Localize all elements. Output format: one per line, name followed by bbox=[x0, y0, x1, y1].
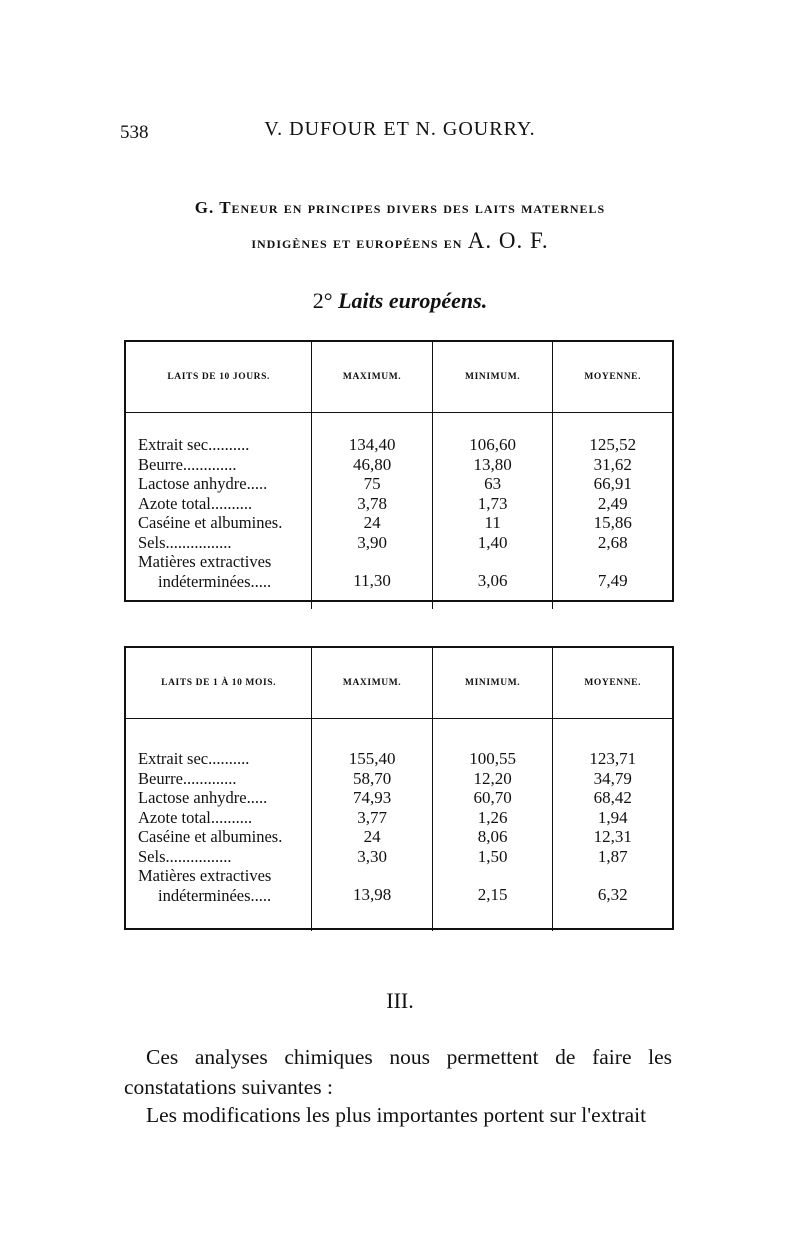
header-max: MAXIMUM. bbox=[311, 342, 432, 412]
header-max: MAXIMUM. bbox=[311, 648, 432, 718]
label-column bbox=[126, 749, 311, 931]
mean-value: 12,31 bbox=[593, 827, 632, 846]
max-value: 24 bbox=[363, 827, 381, 846]
min-value: 12,20 bbox=[473, 768, 512, 788]
max-value: 134,40 bbox=[348, 435, 396, 454]
min-value: 3,06 bbox=[477, 571, 508, 590]
mean-value: 68,42 bbox=[593, 788, 632, 807]
row-label: indéterminées..... bbox=[158, 885, 272, 905]
subtitle-number: 2° bbox=[312, 288, 333, 313]
row-label: Caséine et albumines. bbox=[138, 827, 283, 846]
max-value: 58,70 bbox=[352, 768, 392, 788]
min-column bbox=[432, 435, 553, 609]
max-value: 11,30 bbox=[353, 571, 391, 590]
mean-column bbox=[552, 749, 672, 931]
mean-value: 123,71 bbox=[589, 749, 637, 768]
min-value: 1,40 bbox=[477, 532, 508, 552]
mean-value: 6,32 bbox=[597, 885, 628, 904]
row-label: Matières extractives bbox=[138, 866, 272, 885]
max-value: 13,98 bbox=[352, 885, 392, 904]
mean-value: 15,86 bbox=[593, 513, 632, 532]
row-label: Caséine et albumines. bbox=[138, 513, 283, 532]
table-body bbox=[126, 749, 672, 931]
table-10-days bbox=[124, 340, 674, 602]
table-header-row bbox=[126, 648, 672, 719]
mean-value: 125,52 bbox=[589, 435, 637, 454]
header-label: LAITS DE 1 À 10 MOIS. bbox=[161, 678, 277, 688]
header-mean: MOYENNE. bbox=[552, 342, 672, 412]
header-min: MINIMUM. bbox=[432, 342, 553, 412]
row-label: Lactose anhydre..... bbox=[138, 788, 268, 807]
min-value: 8,06 bbox=[477, 827, 508, 846]
header-label: LAITS DE 10 JOURS. bbox=[167, 372, 270, 382]
mean-value: 2,68 bbox=[597, 532, 628, 552]
header-min: MINIMUM. bbox=[432, 648, 553, 718]
max-value: 24 bbox=[363, 513, 381, 532]
mean-value: 1,87 bbox=[597, 846, 628, 866]
section-number: III. bbox=[386, 988, 414, 1013]
row-label: Azote total.......... bbox=[138, 493, 253, 513]
row-label: Sels................ bbox=[138, 846, 232, 866]
mean-value: 7,49 bbox=[597, 571, 628, 590]
mean-value: 31,62 bbox=[593, 454, 632, 474]
max-value: 3,78 bbox=[357, 493, 387, 513]
max-value: 74,93 bbox=[352, 788, 392, 807]
min-column bbox=[432, 749, 553, 931]
table-header-row bbox=[126, 342, 672, 413]
row-label: Matières extractives bbox=[138, 552, 272, 571]
table-spacer bbox=[126, 719, 672, 749]
mean-value: 34,79 bbox=[593, 768, 632, 788]
min-value: 11 bbox=[484, 513, 501, 532]
table-body bbox=[126, 435, 672, 609]
row-label: Beurre............. bbox=[138, 768, 237, 788]
max-value: 3,90 bbox=[357, 532, 387, 552]
row-label: Beurre............. bbox=[138, 454, 237, 474]
paragraph: Ces analyses chimiques nous permettent de faire les constatations suivantes : bbox=[124, 1045, 672, 1099]
paragraph: Les modifications les plus importantes portent sur l'extrait bbox=[146, 1103, 647, 1127]
row-label: Azote total.......... bbox=[138, 807, 253, 827]
section-title-line2 bbox=[0, 228, 800, 254]
min-value: 1,50 bbox=[477, 846, 508, 866]
mean-value: 1,94 bbox=[597, 807, 628, 827]
max-value: 155,40 bbox=[348, 749, 396, 768]
max-value: 75 bbox=[363, 474, 381, 493]
max-column bbox=[311, 435, 432, 609]
min-value: 13,80 bbox=[473, 454, 512, 474]
row-label: Sels................ bbox=[138, 532, 232, 552]
row-label: Extrait sec.......... bbox=[138, 749, 250, 768]
table-spacer bbox=[126, 413, 672, 435]
min-value: 106,60 bbox=[469, 435, 517, 454]
section-title-region: A. O. F. bbox=[467, 228, 549, 253]
section-title-prefix: indigènes et européens en bbox=[251, 233, 463, 252]
max-value: 3,30 bbox=[357, 846, 387, 866]
section-title-line1: G. Teneur en principes divers des laits maternels bbox=[194, 198, 606, 217]
header-mean: MOYENNE. bbox=[552, 648, 672, 718]
running-title: V. DUFOUR ET N. GOURRY. bbox=[264, 118, 536, 140]
min-value: 1,73 bbox=[477, 493, 508, 513]
min-value: 100,55 bbox=[469, 749, 517, 768]
subtitle-text: Laits européens. bbox=[338, 288, 488, 313]
min-value: 60,70 bbox=[473, 788, 512, 807]
row-label: indéterminées..... bbox=[158, 571, 272, 591]
mean-value: 2,49 bbox=[597, 493, 628, 513]
min-value: 2,15 bbox=[477, 885, 508, 904]
min-value: 1,26 bbox=[477, 807, 508, 827]
row-label: Lactose anhydre..... bbox=[138, 474, 268, 493]
label-column bbox=[126, 435, 311, 609]
max-value: 46,80 bbox=[352, 454, 392, 474]
mean-column bbox=[552, 435, 672, 609]
page-number: 538 bbox=[120, 122, 149, 143]
subtitle bbox=[0, 288, 800, 314]
max-value: 3,77 bbox=[357, 807, 387, 827]
table-1-to-10-months bbox=[124, 646, 674, 930]
row-label: Extrait sec.......... bbox=[138, 435, 250, 454]
max-column bbox=[311, 749, 432, 931]
min-value: 63 bbox=[484, 474, 502, 493]
mean-value: 66,91 bbox=[593, 474, 632, 493]
